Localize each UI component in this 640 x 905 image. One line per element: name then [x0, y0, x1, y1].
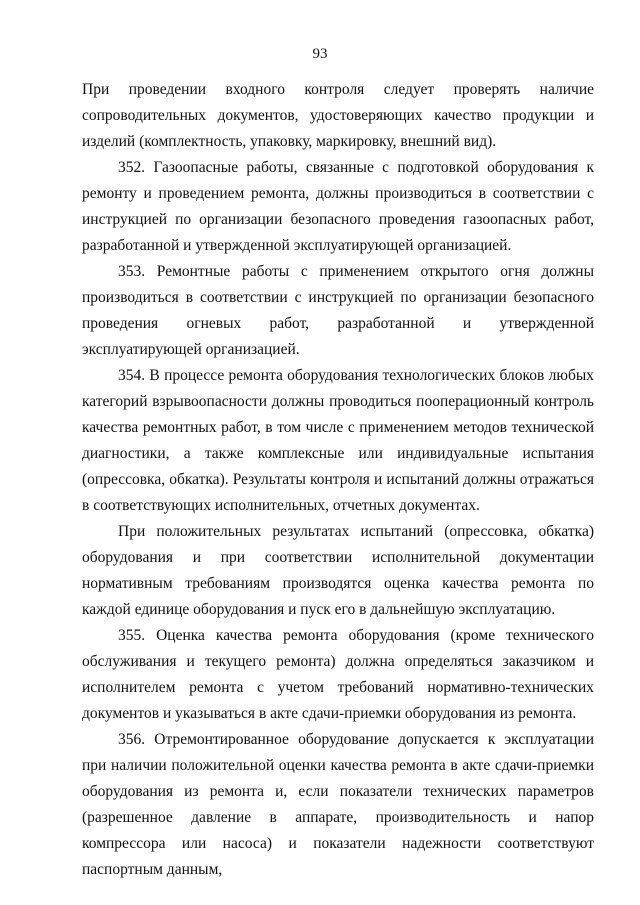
paragraph-354: 354. В процессе ремонта оборудования технологических блоков любых категорий взрывоопасности должны проводиться пооперационный контроль качества ремонтных работ, в том числе с применением методов технической диагностики, а также комплексные или индивидуальные испытания (опрессовка, обкатка). Результаты контроля и испытаний должны отражаться в соответствующих исполнительных, отчетных документах. [82, 367, 594, 514]
paragraph-354-continued: При положительных результатах испытаний (опрессовка, обкатка) оборудования и при соответствии исполнительной документации нормативным требованиям производятся оценка качества ремонта по каждой единице оборудования и пуск его в дальнейшую эксплуатацию. [82, 523, 594, 618]
paragraph-355: 355. Оценка качества ремонта оборудования (кроме технического обслуживания и текущего ремонта) должна определяться заказчиком и исполнителем ремонта с учетом требований нормативно-технических документов и указываться в акте сдачи-приемки оборудования из ремонта. [82, 627, 594, 722]
paragraph-356: 356. Отремонтированное оборудование допускается к эксплуатации при наличии положительной оценки качества ремонта в акте сдачи-приемки оборудования из ремонта и, если показатели технических параметров (разрешенное давление в аппарате, производительность и напор компрессора или насоса) и показатели надежности соответствуют паспортным данным, [82, 731, 594, 878]
paragraph-intro: При проведении входного контроля следует проверять наличие сопроводительных документов, удостоверяющих качество продукции и изделий (комплектность, упаковку, маркировку, внешний вид). [82, 81, 594, 150]
page-number: 93 [312, 46, 328, 62]
paragraph-353: 353. Ремонтные работы с применением открытого огня должны производиться в соответствии с инструкцией по организации безопасного проведения огневых работ, разработанной и утвержденной эксплуатирующей организацией. [82, 263, 594, 358]
paragraph-352: 352. Газоопасные работы, связанные с подготовкой оборудования к ремонту и проведением ремонта, должны производиться в соответствии с инструкцией по организации безопасного проведения газоопасных работ, разработанной и утвержденной эксплуатирующей организацией. [82, 159, 594, 254]
body-text [82, 77, 594, 883]
